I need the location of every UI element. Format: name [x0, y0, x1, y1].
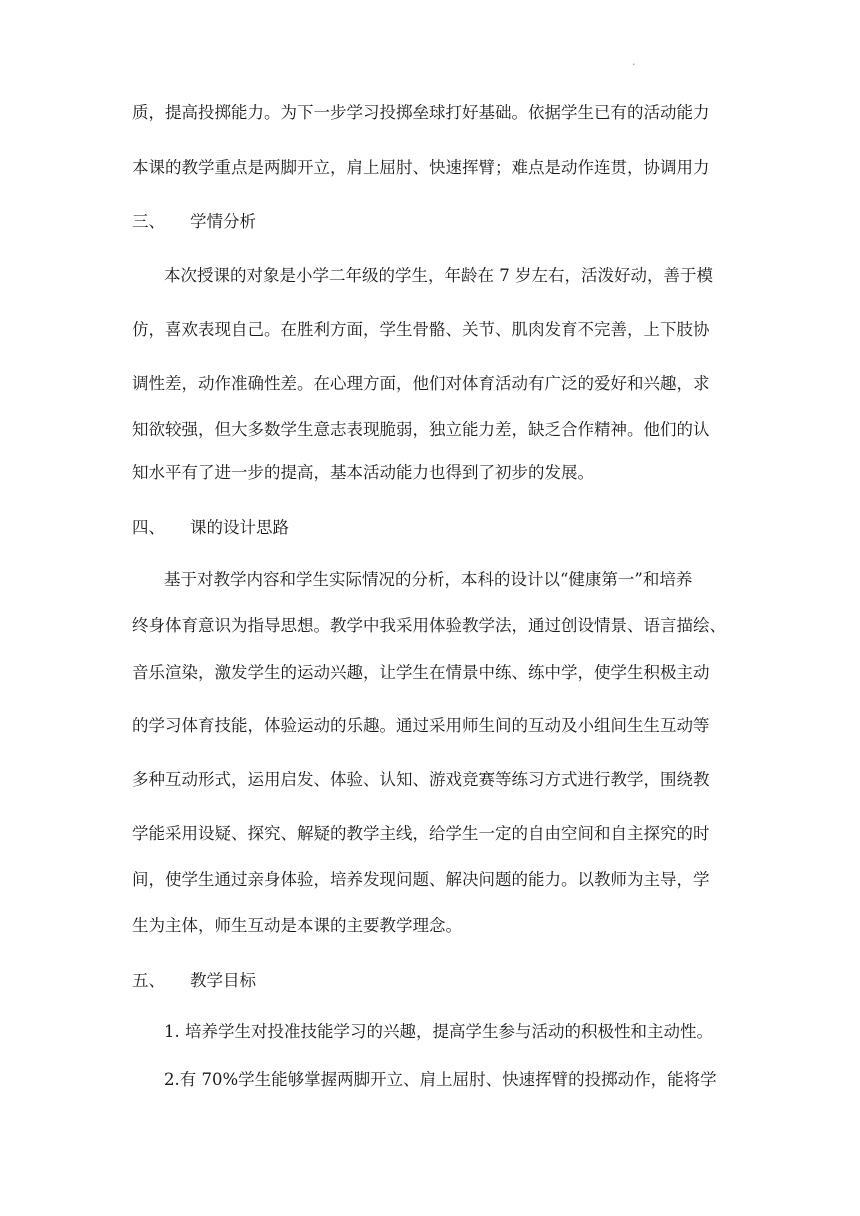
- paragraph-line: 间，使学生通过亲身体验，培养发现问题、解决问题的能力。以教师为主导，学: [132, 870, 710, 889]
- section-heading-3: [0, 210, 860, 234]
- paragraph-line: 的学习体育技能，体验运动的乐趣。通过采用师生间的互动及小组间生生互动等: [132, 716, 710, 735]
- paragraph-line: 仿，喜欢表现自己。在胜利方面，学生骨骼、关节、肌肉发育不完善，上下肢协: [132, 320, 710, 339]
- section-number: 三、: [132, 212, 165, 231]
- paragraph-line: 知欲较强，但大多数学生意志表现脆弱，独立能力差，缺乏合作精神。他们的认: [132, 420, 710, 439]
- section-heading-4: [0, 516, 860, 540]
- section-number: 四、: [132, 518, 165, 537]
- paragraph-line: 本次授课的对象是小学二年级的学生，年龄在 7 岁左右，活泼好动，善于模: [164, 266, 713, 285]
- section-title: 课的设计思路: [190, 518, 289, 537]
- paragraph-line: 基于对教学内容和学生实际情况的分析，本科的设计以“健康第一”和培养: [164, 570, 693, 589]
- corner-mark: .: [632, 55, 636, 68]
- paragraph-line: 本课的教学重点是两脚开立，肩上屈肘、快速挥臂；难点是动作连贯，协调用力: [132, 158, 710, 177]
- section-title: 学情分析: [190, 212, 256, 231]
- paragraph-line: 学能采用设疑、探究、解疑的教学主线，给学生一定的自由空间和自主探究的时: [132, 824, 710, 843]
- list-item: 2.有 70%学生能够掌握两脚开立、肩上屈肘、快速挥臂的投掷动作，能将学: [164, 1070, 717, 1089]
- list-item: 1. 培养学生对投准技能学习的兴趣，提高学生参与活动的积极性和主动性。: [164, 1022, 713, 1041]
- paragraph-line: 知水平有了进一步的提高，基本活动能力也得到了初步的发展。: [132, 463, 594, 482]
- paragraph-line: 音乐渲染，激发学生的运动兴趣，让学生在情景中练、练中学，使学生积极主动: [132, 663, 710, 682]
- paragraph-line: 多种互动形式，运用启发、体验、认知、游戏竞赛等练习方式进行教学，围绕教: [132, 770, 710, 789]
- section-title: 教学目标: [190, 971, 256, 990]
- section-number: 五、: [132, 971, 165, 990]
- paragraph-line: 生为主体，师生互动是本课的主要教学理念。: [132, 916, 462, 935]
- section-heading-5: [0, 969, 860, 993]
- paragraph-line: 终身体育意识为指导思想。教学中我采用体验教学法，通过创设情景、语言描绘、: [132, 616, 726, 635]
- paragraph-line: 质，提高投掷能力。为下一步学习投掷垒球打好基础。依据学生已有的活动能力: [132, 103, 710, 122]
- paragraph-line: 调性差，动作准确性差。在心理方面，他们对体育活动有广泛的爱好和兴趣，求: [132, 374, 710, 393]
